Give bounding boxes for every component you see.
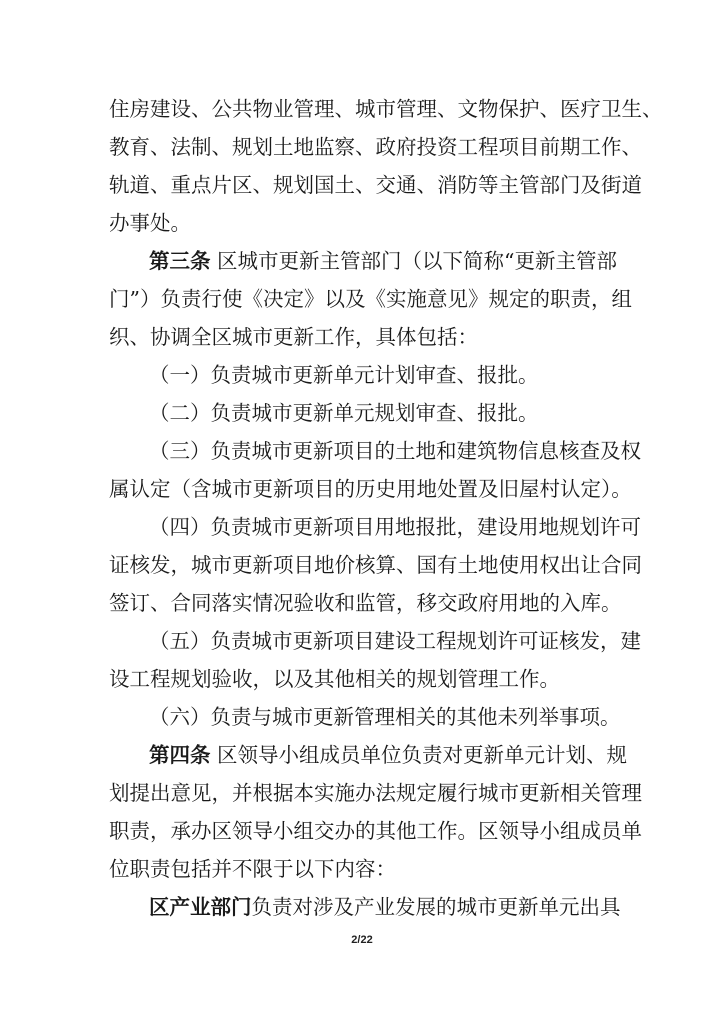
line-text: 办事处。 <box>109 211 191 235</box>
line-text: 住房建设、公共物业管理、城市管理、文物保护、医疗卫生、 <box>109 97 663 121</box>
body-line-1 <box>109 89 663 129</box>
line-text: 区领导小组成员单位负责对更新单元计划、规 <box>210 743 628 767</box>
line-text: 属认定（含城市更新项目的历史用地处置及旧屋村认定）。 <box>109 477 632 501</box>
body-line-7 <box>109 317 478 357</box>
line-text: 证核发，城市更新项目地价核算、国有土地使用权出让合同 <box>109 553 642 577</box>
line-text: （一）负责城市更新单元计划审查、报批。 <box>149 363 539 387</box>
body-line-3 <box>109 165 642 205</box>
line-text: （五）负责城市更新项目建设工程规划许可证核发，建 <box>149 629 641 653</box>
department-duty-line <box>149 887 621 927</box>
list-item-3 <box>149 431 641 471</box>
line-text: 设工程规划验收，以及其他相关的规划管理工作。 <box>109 667 560 691</box>
line-text: 划提出意见，并根据本实施办法规定履行城市更新相关管理 <box>109 781 642 805</box>
line-text: 教育、法制、规划土地监察、政府投资工程项目前期工作、 <box>109 135 642 159</box>
line-text: （六）负责与城市更新管理相关的其他未列举事项。 <box>149 705 621 729</box>
line-text: （二）负责城市更新单元规划审查、报批。 <box>149 401 539 425</box>
article-number: 第三条 <box>149 249 211 273</box>
body-line-14 <box>109 583 622 623</box>
body-line-11 <box>109 469 632 509</box>
body-line-19 <box>109 773 642 813</box>
list-item-4 <box>149 507 641 547</box>
article-4-heading-line <box>149 735 628 775</box>
body-line-20 <box>109 811 642 851</box>
line-text: 区城市更新主管部门（以下简称“更新主管部 <box>210 249 617 273</box>
body-line-21 <box>109 849 396 889</box>
list-item-6 <box>149 697 621 737</box>
line-text: 职责，承办区领导小组交办的其他工作。区领导小组成员单 <box>109 819 642 843</box>
line-text: 位职责包括并不限于以下内容： <box>109 857 396 881</box>
list-item-2 <box>149 393 539 433</box>
line-text: 织、协调全区城市更新工作，具体包括： <box>109 325 478 349</box>
body-line-6 <box>109 279 632 319</box>
article-number: 第四条 <box>149 743 211 767</box>
body-line-2 <box>109 127 642 167</box>
line-text: 轨道、重点片区、规划国土、交通、消防等主管部门及街道 <box>109 173 642 197</box>
list-item-1 <box>149 355 539 395</box>
body-line-16 <box>109 659 560 699</box>
line-text: 负责对涉及产业发展的城市更新单元出具 <box>251 895 621 919</box>
line-text: 签订、合同落实情况验收和监管，移交政府用地的入库。 <box>109 591 622 615</box>
body-line-13 <box>109 545 642 585</box>
article-3-heading-line <box>149 241 615 281</box>
page-number: 2/22 <box>351 934 373 946</box>
department-name: 区产业部门 <box>149 895 252 919</box>
line-text: （三）负责城市更新项目的土地和建筑物信息核查及权 <box>149 439 641 463</box>
body-line-4 <box>109 203 191 243</box>
list-item-5 <box>149 621 641 661</box>
line-text: （四）负责城市更新项目用地报批，建设用地规划许可 <box>149 515 641 539</box>
line-text: 门”）负责行使《决定》以及《实施意见》规定的职责，组 <box>109 287 632 311</box>
